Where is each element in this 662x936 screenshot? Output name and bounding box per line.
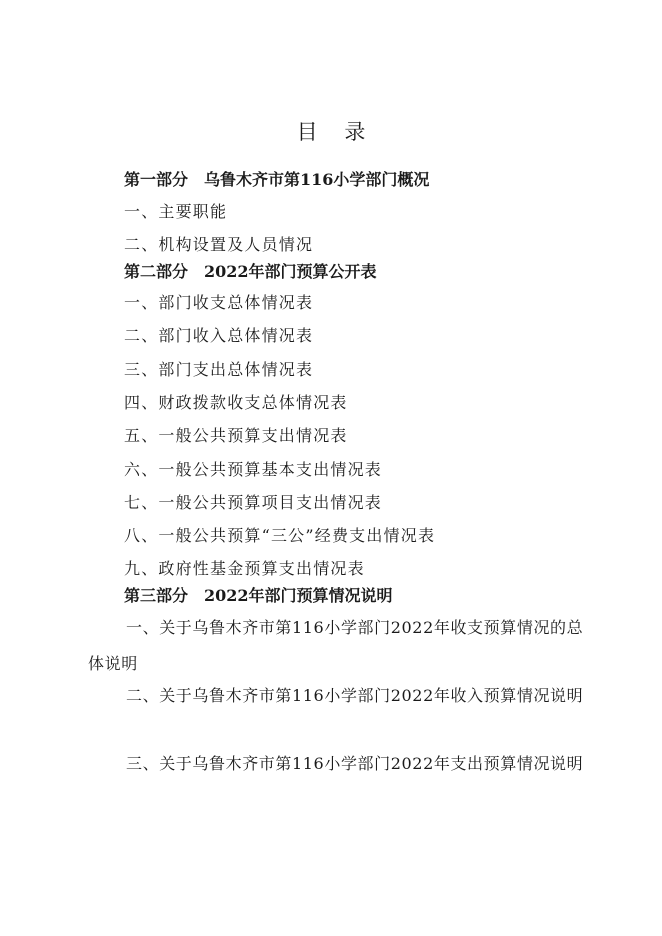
toc-item: 八、一般公共预算“三公”经费支出情况表 [124, 526, 436, 545]
part1-heading: 第一部分 乌鲁木齐市第116小学部门概况 [124, 170, 430, 189]
toc-item: 一、主要职能 [124, 202, 228, 221]
part2-heading: 第二部分 2022年部门预算公开表 [124, 262, 377, 281]
toc-item: 二、部门收入总体情况表 [124, 326, 314, 345]
toc-item: 七、一般公共预算项目支出情况表 [124, 493, 383, 512]
toc-item: 二、机构设置及人员情况 [124, 235, 314, 254]
toc-item: 一、部门收支总体情况表 [124, 293, 314, 312]
toc-paragraph: 一、关于乌鲁木齐市第116小学部门2022年收支预算情况的总体说明 [88, 618, 584, 673]
toc-item: 四、财政拨款收支总体情况表 [124, 393, 348, 412]
toc-item: 三、部门支出总体情况表 [124, 360, 314, 379]
toc-item: 六、一般公共预算基本支出情况表 [124, 460, 383, 479]
toc-paragraph: 二、关于乌鲁木齐市第116小学部门2022年收入预算情况说明 [126, 686, 584, 705]
toc-item: 五、一般公共预算支出情况表 [124, 426, 348, 445]
toc-title: 目 录 [296, 120, 376, 144]
toc-paragraph: 三、关于乌鲁木齐市第116小学部门2022年支出预算情况说明 [126, 754, 584, 773]
part3-heading: 第三部分 2022年部门预算情况说明 [124, 586, 393, 605]
toc-item: 九、政府性基金预算支出情况表 [124, 559, 365, 578]
